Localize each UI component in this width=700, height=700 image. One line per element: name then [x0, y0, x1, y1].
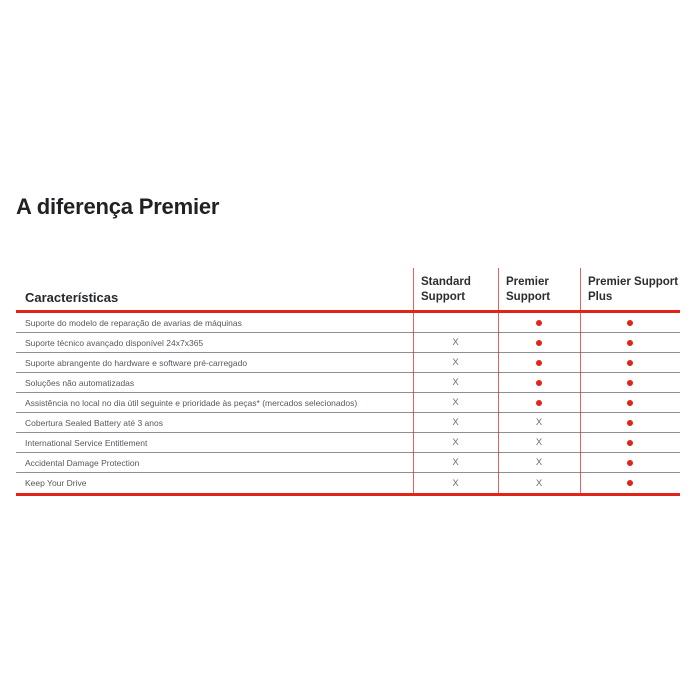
included-dot-icon — [627, 480, 633, 486]
cell-premier-support-plus — [580, 400, 680, 406]
included-dot-icon — [627, 400, 633, 406]
features-column-header: Características — [25, 290, 119, 305]
cell-premier-support-plus — [580, 320, 680, 326]
cell-premier-support-plus — [580, 440, 680, 446]
included-dot-icon — [536, 380, 542, 386]
cell-premier-support — [498, 340, 580, 346]
included-dot-icon — [627, 380, 633, 386]
included-dot-icon — [536, 320, 542, 326]
included-dot-icon — [627, 320, 633, 326]
cell-standard-support: X — [452, 357, 459, 368]
column-header-standard-support: Standard Support — [421, 276, 471, 304]
cell-premier-support: X — [535, 457, 543, 468]
cell-premier-support-plus — [580, 420, 680, 426]
included-dot-icon — [627, 440, 633, 446]
cell-premier-support — [498, 380, 580, 386]
cell-premier-support-plus — [580, 380, 680, 386]
cell-premier-support-plus — [580, 460, 680, 466]
feature-label: Soluções não automatizadas — [25, 377, 135, 388]
cell-premier-support — [498, 320, 580, 326]
support-comparison-table — [16, 263, 680, 496]
feature-label: Suporte técnico avançado disponível 24x7x365 — [25, 337, 204, 348]
cell-standard-support: X — [452, 337, 459, 348]
cell-premier-support — [498, 400, 580, 406]
included-dot-icon — [627, 460, 633, 466]
cell-premier-support: X — [535, 437, 543, 448]
cell-premier-support-plus — [580, 480, 680, 486]
page-title: A diferença Premier — [16, 194, 220, 219]
cell-premier-support-plus — [580, 340, 680, 346]
feature-label: Suporte abrangente do hardware e software pré-carregado — [25, 357, 248, 368]
included-dot-icon — [627, 340, 633, 346]
included-dot-icon — [627, 420, 633, 426]
feature-label: Cobertura Sealed Battery até 3 anos — [25, 417, 163, 428]
included-dot-icon — [536, 340, 542, 346]
column-header-premier-support-plus: Premier Support Plus — [588, 276, 679, 304]
cell-standard-support: X — [452, 397, 459, 408]
cell-premier-support-plus — [580, 360, 680, 366]
cell-standard-support: X — [452, 377, 459, 388]
cell-standard-support: X — [452, 417, 459, 428]
feature-label: Accidental Damage Protection — [25, 457, 140, 468]
included-dot-icon — [536, 360, 542, 366]
included-dot-icon — [536, 400, 542, 406]
feature-label: Keep Your Drive — [25, 478, 87, 488]
cell-premier-support: X — [535, 477, 543, 489]
column-header-premier-support: Premier Support — [506, 276, 551, 304]
cell-premier-support — [498, 360, 580, 366]
cell-premier-support: X — [535, 417, 543, 428]
feature-label: Suporte do modelo de reparação de avarias de máquinas — [25, 317, 242, 328]
cell-standard-support: X — [452, 437, 459, 448]
column-divider-line — [413, 268, 414, 493]
cell-standard-support: X — [452, 457, 459, 468]
column-divider-line — [498, 268, 499, 493]
included-dot-icon — [627, 360, 633, 366]
table-bottom-border-line — [16, 493, 680, 496]
column-divider-line — [580, 268, 581, 493]
cell-standard-support: X — [452, 477, 459, 489]
feature-label: International Service Entitlement — [25, 437, 148, 448]
feature-label: Assistência no local no dia útil seguinte e prioridade às peças* (mercados selecionados) — [25, 397, 358, 408]
